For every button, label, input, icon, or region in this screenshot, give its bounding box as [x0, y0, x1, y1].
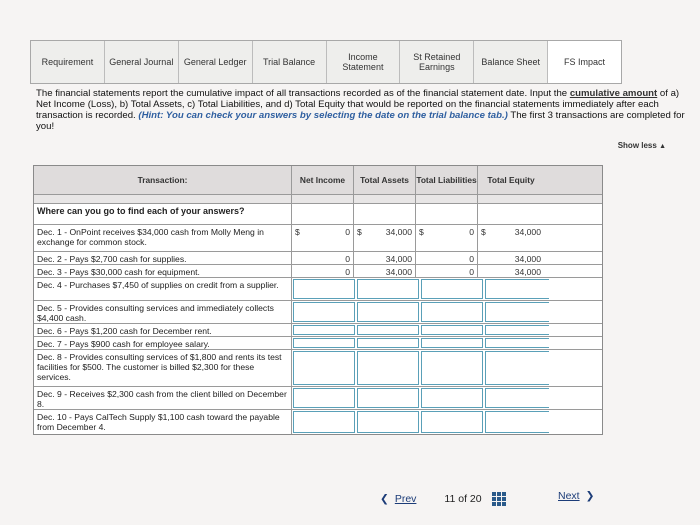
total-equity-input[interactable] — [485, 411, 549, 433]
total-liabilities-input[interactable] — [421, 302, 483, 322]
total-liabilities-value: 0 — [469, 254, 474, 264]
total-liabilities-input[interactable] — [421, 338, 483, 348]
currency-sign: $ — [481, 227, 486, 237]
total-assets-cell[interactable] — [354, 265, 416, 277]
tab-bar — [30, 40, 622, 84]
tab-fs-impact[interactable]: FS Impact — [548, 41, 621, 83]
transaction-desc: Dec. 6 - Pays $1,200 cash for December rent. — [34, 324, 292, 336]
page-count: 11 of 20 — [444, 493, 482, 505]
net-income-cell[interactable] — [292, 265, 354, 277]
total-liabilities-cell[interactable] — [416, 225, 478, 251]
table-row — [34, 301, 602, 324]
header-total-equity: Total Equity — [487, 175, 535, 185]
net-income-input[interactable] — [293, 338, 355, 348]
net-income-input[interactable] — [293, 325, 355, 335]
transaction-desc: Dec. 5 - Provides consulting services and immediately collects $4,400 cash. — [34, 301, 292, 323]
net-income-input[interactable] — [293, 279, 355, 299]
grid-menu-icon[interactable] — [492, 492, 506, 506]
spacer-row — [34, 195, 602, 204]
net-income-input[interactable] — [293, 302, 355, 322]
currency-sign: $ — [357, 227, 362, 237]
tab-trial-balance[interactable]: Trial Balance — [253, 41, 327, 83]
header-net-income: Net Income — [292, 166, 354, 194]
total-liabilities-value: 0 — [469, 227, 474, 237]
prev-label: Prev — [394, 493, 417, 505]
total-equity-cell[interactable] — [478, 252, 544, 264]
transaction-desc: Dec. 7 - Pays $900 cash for employee salary. — [34, 337, 292, 349]
total-assets-input[interactable] — [357, 388, 419, 408]
total-assets-value: 34,000 — [385, 254, 412, 264]
total-liabilities-input[interactable] — [421, 351, 483, 385]
header-transaction: Transaction: — [34, 166, 292, 194]
table-row — [34, 225, 602, 252]
total-equity-input[interactable] — [485, 279, 549, 299]
caret-up-icon: ▲ — [659, 143, 666, 150]
total-equity-value: 34,000 — [514, 254, 541, 264]
transaction-desc: Dec. 2 - Pays $2,700 cash for supplies. — [34, 252, 292, 264]
table-header-row — [34, 166, 602, 195]
transaction-desc: Dec. 8 - Provides consulting services of $1,800 and rents its test facilities for $500. The customer is billed $2,300 for these services. — [34, 350, 292, 386]
total-equity-input[interactable] — [485, 325, 549, 335]
transaction-desc: Dec. 9 - Receives $2,300 cash from the client billed on December 8. — [34, 387, 292, 409]
hint-text: (Hint: You can check your answers by selecting the date on the trial balance tab.) — [138, 110, 508, 121]
total-equity-input[interactable] — [485, 302, 549, 322]
total-liabilities-input[interactable] — [421, 279, 483, 299]
total-assets-value: 34,000 — [385, 227, 412, 237]
total-liabilities-value: 0 — [469, 267, 474, 277]
table-row — [34, 278, 602, 301]
next-button[interactable] — [558, 490, 594, 502]
table-row — [34, 387, 602, 410]
total-assets-input[interactable] — [357, 325, 419, 335]
tab-retained-earnings[interactable]: St Retained Earnings — [400, 41, 474, 83]
header-total-assets: Total Assets — [354, 166, 416, 194]
table-row — [34, 265, 602, 278]
total-equity-input[interactable] — [485, 351, 549, 385]
total-assets-input[interactable] — [357, 351, 419, 385]
total-equity-input[interactable] — [485, 338, 549, 348]
total-liabilities-cell[interactable] — [416, 265, 478, 277]
transaction-desc: Dec. 3 - Pays $30,000 cash for equipment. — [34, 265, 292, 277]
tab-requirement[interactable]: Requirement — [31, 41, 105, 83]
transaction-desc: Dec. 4 - Purchases $7,450 of supplies on credit from a supplier. — [34, 278, 292, 300]
show-less-toggle[interactable] — [618, 141, 666, 150]
instructions-part2: of a) Net Income (Loss), b) Total Assets, c) Total Liabilities, and d) Total Equity that would be reported on the financial statements immediately after each transaction is recorded. — [36, 88, 680, 121]
total-equity-cell[interactable] — [478, 265, 544, 277]
total-liabilities-input[interactable] — [421, 411, 483, 433]
tab-general-journal[interactable]: General Journal — [105, 41, 179, 83]
total-equity-cell[interactable] — [478, 225, 544, 251]
header-total-liabilities: Total Liabilities — [416, 166, 478, 194]
net-income-input[interactable] — [293, 411, 355, 433]
table-row — [34, 324, 602, 337]
net-income-input[interactable] — [293, 351, 355, 385]
total-equity-input[interactable] — [485, 388, 549, 408]
transaction-desc: Dec. 1 - OnPoint receives $34,000 cash from Molly Meng in exchange for common stock. — [34, 225, 292, 251]
total-liabilities-input[interactable] — [421, 388, 483, 408]
total-equity-value: 34,000 — [514, 267, 541, 277]
net-income-value: 0 — [345, 254, 350, 264]
next-label: Next — [558, 490, 580, 502]
instructions-text — [36, 88, 686, 132]
total-assets-input[interactable] — [357, 302, 419, 322]
total-liabilities-cell[interactable] — [416, 252, 478, 264]
total-assets-input[interactable] — [357, 279, 419, 299]
instructions-part1: The financial statements report the cumulative impact of all transactions recorded as of the financial statement date. Input the — [36, 88, 570, 99]
total-assets-input[interactable] — [357, 411, 419, 433]
table-row — [34, 350, 602, 387]
table-row — [34, 252, 602, 265]
currency-sign: $ — [419, 227, 424, 237]
total-equity-value: 34,000 — [514, 227, 541, 237]
tab-general-ledger[interactable]: General Ledger — [179, 41, 253, 83]
where-label: Where can you go to find each of your answers? — [34, 204, 292, 224]
net-income-value: 0 — [345, 267, 350, 277]
net-income-cell[interactable] — [292, 225, 354, 251]
pager — [380, 492, 506, 506]
total-assets-cell[interactable] — [354, 225, 416, 251]
table-row — [34, 410, 602, 434]
show-less-label: Show less — [617, 141, 657, 150]
tab-income-statement[interactable]: Income Statement — [327, 41, 401, 83]
tab-balance-sheet[interactable]: Balance Sheet — [474, 41, 548, 83]
fs-impact-table — [33, 165, 603, 435]
total-liabilities-input[interactable] — [421, 325, 483, 335]
transaction-desc: Dec. 10 - Pays CalTech Supply $1,100 cash toward the payable from December 4. — [34, 410, 292, 434]
total-assets-value: 34,000 — [385, 267, 412, 277]
chevron-right-icon: ❯ — [585, 490, 595, 502]
total-assets-input[interactable] — [357, 338, 419, 348]
prev-button[interactable] — [380, 493, 416, 505]
currency-sign: $ — [295, 227, 300, 237]
net-income-input[interactable] — [293, 388, 355, 408]
where-row — [34, 204, 602, 225]
table-row — [34, 337, 602, 350]
net-income-cell[interactable] — [292, 252, 354, 264]
net-income-value: 0 — [345, 227, 350, 237]
instructions-part3: The first 3 transactions are completed for you! — [36, 110, 685, 132]
cumulative-amount-link[interactable]: cumulative amount — [569, 88, 658, 99]
chevron-left-icon: ❮ — [380, 493, 389, 505]
total-assets-cell[interactable] — [354, 252, 416, 264]
